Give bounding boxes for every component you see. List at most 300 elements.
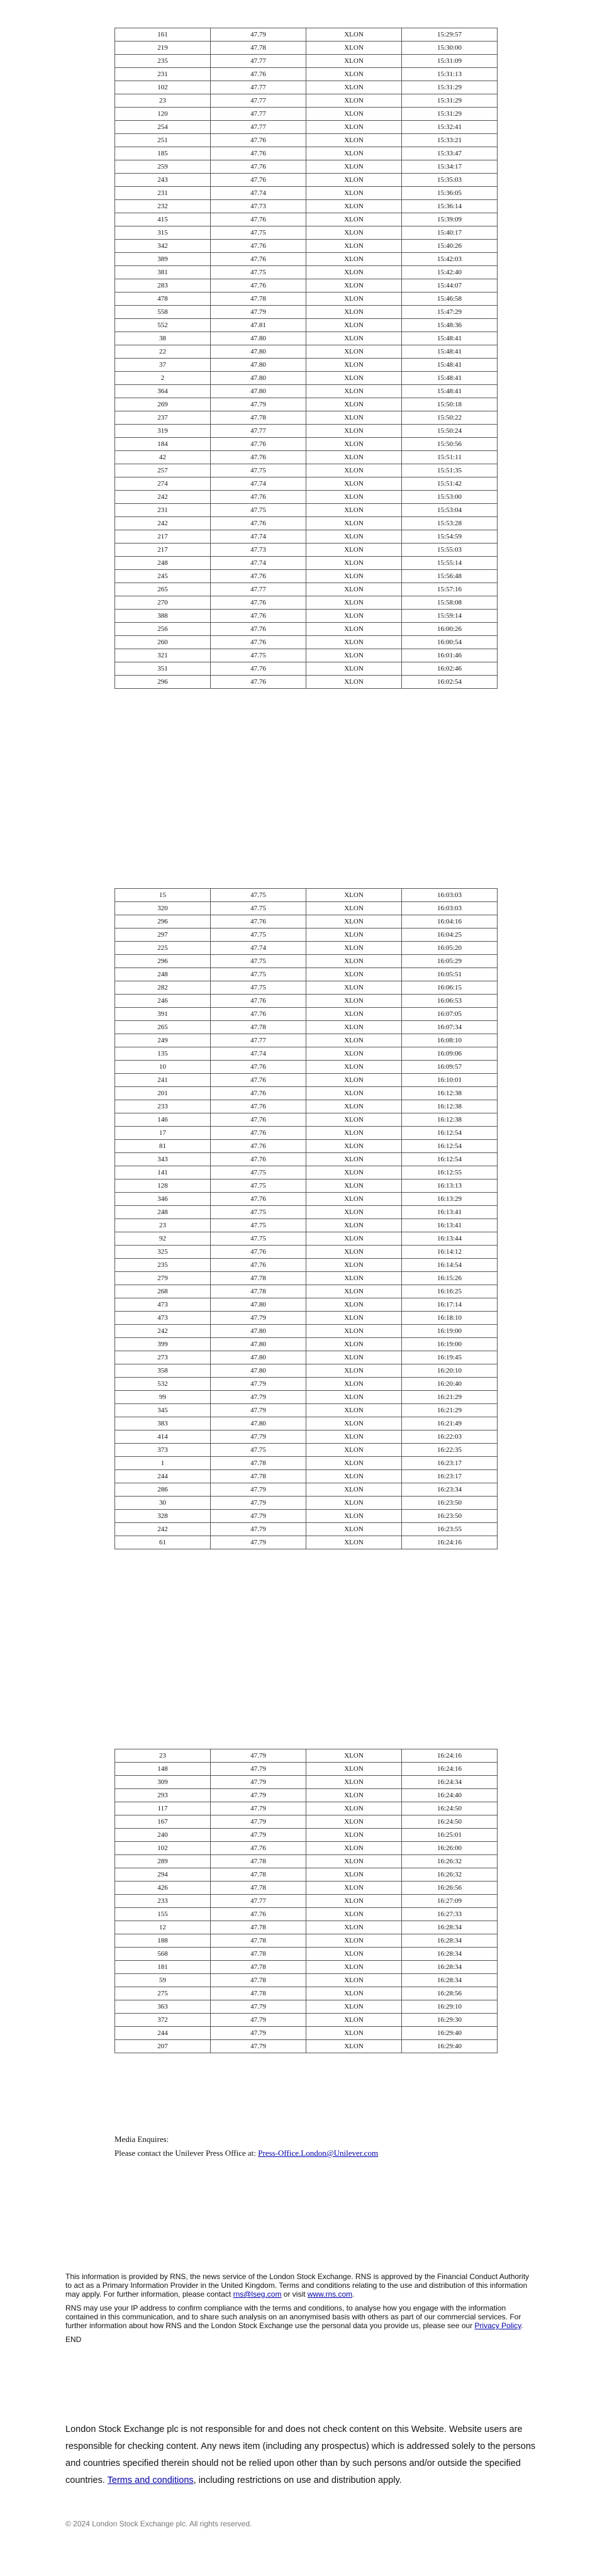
table-row [115,530,498,544]
time-cell: 16:24:16 [402,1749,498,1763]
time-cell: 16:13:29 [402,1193,498,1206]
time-cell: 16:05:29 [402,955,498,968]
time-cell: 15:57:16 [402,583,498,596]
venue-cell: XLON [306,1457,402,1470]
table-row [115,583,498,596]
table-row [115,174,498,187]
price-cell: 47.76 [211,134,306,147]
price-cell: 47.76 [211,1127,306,1140]
price-cell: 47.76 [211,213,306,226]
volume-cell: 207 [115,2040,211,2053]
venue-cell: XLON [306,1272,402,1285]
time-cell: 16:25:01 [402,1829,498,1842]
venue-cell: XLON [306,42,402,55]
volume-cell: 343 [115,1153,211,1166]
price-cell: 47.79 [211,1776,306,1789]
time-cell: 16:18:10 [402,1312,498,1325]
price-cell: 47.80 [211,359,306,372]
price-cell: 47.75 [211,1232,306,1246]
table-row [115,1272,498,1285]
table-row [115,1285,498,1298]
table-row [115,1934,498,1948]
price-cell: 47.76 [211,1113,306,1127]
price-cell: 47.79 [211,1829,306,1842]
venue-cell: XLON [306,94,402,108]
time-cell: 15:47:29 [402,306,498,319]
price-cell: 47.80 [211,1417,306,1430]
table-row [115,147,498,160]
price-cell: 47.79 [211,1404,306,1417]
media-contact [114,2146,378,2160]
rns-para-2-end: . [521,2321,523,2330]
volume-cell: 233 [115,1895,211,1908]
venue-cell: XLON [306,1776,402,1789]
price-cell: 47.79 [211,398,306,411]
time-cell: 16:23:55 [402,1523,498,1536]
venue-cell: XLON [306,160,402,174]
venue-cell: XLON [306,108,402,121]
table-row [115,1034,498,1047]
volume-cell: 283 [115,279,211,293]
volume-cell: 325 [115,1246,211,1259]
time-cell: 15:33:47 [402,147,498,160]
time-cell: 16:24:50 [402,1815,498,1829]
privacy-policy-link[interactable]: Privacy Policy [474,2321,521,2330]
venue-cell: XLON [306,213,402,226]
volume-cell: 185 [115,147,211,160]
venue-cell: XLON [306,1829,402,1842]
volume-cell: 30 [115,1497,211,1510]
time-cell: 16:09:06 [402,1047,498,1061]
venue-cell: XLON [306,1763,402,1776]
price-cell: 47.76 [211,1074,306,1087]
table-row [115,915,498,928]
price-cell: 47.79 [211,1497,306,1510]
volume-cell: 17 [115,1127,211,1140]
time-cell: 16:28:34 [402,1974,498,1987]
time-cell: 15:36:14 [402,200,498,213]
price-cell: 47.75 [211,902,306,915]
table-row [115,1987,498,2000]
press-office-email-link[interactable]: Press-Office.London@Unilever.com [258,2148,379,2158]
venue-cell: XLON [306,1417,402,1430]
time-cell: 16:24:40 [402,1789,498,1802]
price-cell: 47.79 [211,28,306,42]
price-cell: 47.79 [211,1391,306,1404]
table-row [115,253,498,266]
time-cell: 16:24:34 [402,1776,498,1789]
table-row [115,1895,498,1908]
volume-cell: 217 [115,530,211,544]
table-row [115,372,498,385]
venue-cell: XLON [306,293,402,306]
price-cell: 47.79 [211,1815,306,1829]
rns-para-2-text: RNS may use your IP address to confirm compliance with the terms and conditions, to analyse how you engage with the information contained in this communication, and to share such analysis on an anonymised basis with others as part of our commercial services. For further information about how RNS and the London Stock Exchange use the personal data you provide us, please see our [65,2304,521,2330]
price-cell: 47.79 [211,306,306,319]
venue-cell: XLON [306,319,402,332]
table-row [115,1974,498,1987]
volume-cell: 426 [115,1882,211,1895]
time-cell: 16:00:26 [402,623,498,636]
rns-website-link[interactable]: www.rns.com [307,2290,353,2299]
volume-cell: 155 [115,1908,211,1921]
volume-cell: 217 [115,544,211,557]
table-row [115,491,498,504]
venue-cell: XLON [306,1246,402,1259]
price-cell: 47.78 [211,411,306,425]
time-cell: 15:51:42 [402,477,498,491]
venue-cell: XLON [306,55,402,68]
time-cell: 16:12:38 [402,1113,498,1127]
volume-cell: 372 [115,2014,211,2027]
price-cell: 47.77 [211,121,306,134]
table-row [115,942,498,955]
time-cell: 15:34:17 [402,160,498,174]
time-cell: 16:26:32 [402,1868,498,1882]
disclaimer-text: London Stock Exchange plc is not responsible for and does not check content on this Website. Website users are responsible for checking content. Any news item (including any prospectus) which is addressed solely to the persons and countries specified therein should not be relied upon other than by such persons and/or outside the specified countries. [65,2424,536,2485]
price-cell: 47.80 [211,345,306,359]
venue-cell: XLON [306,332,402,345]
volume-cell: 381 [115,266,211,279]
time-cell: 16:26:00 [402,1842,498,1855]
time-cell: 15:51:35 [402,464,498,477]
table-row [115,306,498,319]
trades-table-3 [114,1749,498,2053]
venue-cell: XLON [306,2040,402,2053]
table-row [115,955,498,968]
volume-cell: 61 [115,1536,211,1549]
time-cell: 16:26:32 [402,1855,498,1868]
price-cell: 47.79 [211,1312,306,1325]
time-cell: 16:05:51 [402,968,498,981]
table-row [115,477,498,491]
venue-cell: XLON [306,1470,402,1483]
venue-cell: XLON [306,1855,402,1868]
venue-cell: XLON [306,1895,402,1908]
time-cell: 16:03:03 [402,902,498,915]
time-cell: 16:28:34 [402,1961,498,1974]
volume-cell: 235 [115,1259,211,1272]
price-cell: 47.76 [211,279,306,293]
table-row [115,1829,498,1842]
table-row [115,1298,498,1312]
table-row [115,517,498,530]
volume-cell: 248 [115,1206,211,1219]
venue-cell: XLON [306,385,402,398]
time-cell: 16:20:40 [402,1378,498,1391]
venue-cell: XLON [306,530,402,544]
table-row [115,557,498,570]
venue-cell: XLON [306,583,402,596]
time-cell: 15:48:36 [402,319,498,332]
rns-para-1 [65,2272,531,2299]
price-cell: 47.79 [211,1789,306,1802]
price-cell: 47.74 [211,942,306,955]
table-row [115,1776,498,1789]
venue-cell: XLON [306,1166,402,1179]
volume-cell: 558 [115,306,211,319]
table-row [115,1815,498,1829]
table-row [115,1855,498,1868]
terms-and-conditions-link[interactable]: Terms and conditions [107,2475,194,2485]
time-cell: 15:50:22 [402,411,498,425]
volume-cell: 351 [115,662,211,676]
volume-cell: 38 [115,332,211,345]
volume-cell: 373 [115,1444,211,1457]
table-row [115,1166,498,1179]
venue-cell: XLON [306,279,402,293]
venue-cell: XLON [306,623,402,636]
price-cell: 47.79 [211,1483,306,1497]
time-cell: 16:12:54 [402,1127,498,1140]
price-cell: 47.75 [211,928,306,942]
time-cell: 16:20:10 [402,1364,498,1378]
volume-cell: 146 [115,1113,211,1127]
volume-cell: 1 [115,1457,211,1470]
venue-cell: XLON [306,1749,402,1763]
price-cell: 47.78 [211,1934,306,1948]
volume-cell: 265 [115,1021,211,1034]
rns-para-1-text: This information is provided by RNS, the news service of the London Stock Exchange. RNS is approved by the Financial Conduct Authority to act as a Primary Information Provider in the United Kingdom. Terms and conditions relating to the use and distribution of this information may apply. For further information, please contact [65,2272,530,2299]
venue-cell: XLON [306,451,402,464]
volume-cell: 249 [115,1034,211,1047]
time-cell: 15:29:57 [402,28,498,42]
venue-cell: XLON [306,491,402,504]
price-cell: 47.77 [211,1034,306,1047]
table-row [115,94,498,108]
price-cell: 47.75 [211,649,306,662]
venue-cell: XLON [306,1285,402,1298]
volume-cell: 391 [115,1008,211,1021]
price-cell: 47.76 [211,662,306,676]
volume-cell: 296 [115,955,211,968]
venue-cell: XLON [306,359,402,372]
table-row [115,1312,498,1325]
time-cell: 15:46:58 [402,293,498,306]
price-cell: 47.78 [211,1987,306,2000]
time-cell: 15:31:09 [402,55,498,68]
time-cell: 15:48:41 [402,372,498,385]
table-row [115,1246,498,1259]
table-row [115,1140,498,1153]
venue-cell: XLON [306,610,402,623]
time-cell: 16:24:16 [402,1763,498,1776]
table-row [115,411,498,425]
price-cell: 47.76 [211,147,306,160]
price-cell: 47.79 [211,2027,306,2040]
time-cell: 16:12:54 [402,1153,498,1166]
volume-cell: 269 [115,398,211,411]
venue-cell: XLON [306,306,402,319]
price-cell: 47.76 [211,1153,306,1166]
venue-cell: XLON [306,1987,402,2000]
price-cell: 47.80 [211,385,306,398]
venue-cell: XLON [306,1802,402,1815]
price-cell: 47.76 [211,1908,306,1921]
volume-cell: 251 [115,134,211,147]
venue-cell: XLON [306,372,402,385]
venue-cell: XLON [306,2027,402,2040]
time-cell: 16:12:54 [402,1140,498,1153]
time-cell: 16:21:29 [402,1404,498,1417]
volume-cell: 294 [115,1868,211,1882]
price-cell: 47.77 [211,1895,306,1908]
price-cell: 47.76 [211,1100,306,1113]
table-row [115,2027,498,2040]
lse-disclaimer [65,2421,543,2489]
price-cell: 47.79 [211,1510,306,1523]
venue-cell: XLON [306,81,402,94]
table-row [115,425,498,438]
rns-email-link[interactable]: rns@lseg.com [233,2290,282,2299]
time-cell: 16:29:40 [402,2040,498,2053]
price-cell: 47.79 [211,1763,306,1776]
venue-cell: XLON [306,995,402,1008]
table-row [115,1232,498,1246]
time-cell: 16:13:41 [402,1206,498,1219]
time-cell: 16:19:00 [402,1325,498,1338]
price-cell: 47.78 [211,1021,306,1034]
table-row [115,438,498,451]
time-cell: 16:07:34 [402,1021,498,1034]
venue-cell: XLON [306,134,402,147]
volume-cell: 289 [115,1855,211,1868]
price-cell: 47.76 [211,610,306,623]
venue-cell: XLON [306,1153,402,1166]
time-cell: 15:48:41 [402,385,498,398]
venue-cell: XLON [306,1364,402,1378]
price-cell: 47.77 [211,94,306,108]
table-row [115,596,498,610]
time-cell: 16:12:38 [402,1100,498,1113]
venue-cell: XLON [306,398,402,411]
time-cell: 16:24:50 [402,1802,498,1815]
volume-cell: 92 [115,1232,211,1246]
table-row [115,279,498,293]
venue-cell: XLON [306,1483,402,1497]
volume-cell: 473 [115,1298,211,1312]
volume-cell: 42 [115,451,211,464]
venue-cell: XLON [306,1140,402,1153]
venue-cell: XLON [306,596,402,610]
time-cell: 15:56:48 [402,570,498,583]
table-row [115,266,498,279]
time-cell: 16:27:33 [402,1908,498,1921]
volume-cell: 244 [115,1470,211,1483]
volume-cell: 181 [115,1961,211,1974]
table-row [115,1404,498,1417]
volume-cell: 275 [115,1987,211,2000]
table-row [115,1430,498,1444]
volume-cell: 102 [115,1842,211,1855]
volume-cell: 10 [115,1061,211,1074]
table-row [115,968,498,981]
price-cell: 47.76 [211,240,306,253]
table-row [115,1193,498,1206]
venue-cell: XLON [306,1789,402,1802]
volume-cell: 12 [115,1921,211,1934]
volume-cell: 59 [115,1974,211,1987]
venue-cell: XLON [306,1378,402,1391]
volume-cell: 257 [115,464,211,477]
volume-cell: 270 [115,596,211,610]
volume-cell: 254 [115,121,211,134]
time-cell: 15:53:00 [402,491,498,504]
venue-cell: XLON [306,187,402,200]
time-cell: 16:14:12 [402,1246,498,1259]
price-cell: 47.75 [211,226,306,240]
table-row [115,213,498,226]
time-cell: 15:31:29 [402,108,498,121]
volume-cell: 319 [115,425,211,438]
table-row [115,544,498,557]
price-cell: 47.76 [211,1842,306,1855]
volume-cell: 219 [115,42,211,55]
price-cell: 47.76 [211,451,306,464]
volume-cell: 389 [115,253,211,266]
media-contact-text: Please contact the Unilever Press Office at: [114,2148,259,2158]
table-row [115,1206,498,1219]
venue-cell: XLON [306,1934,402,1948]
table-row [115,345,498,359]
venue-cell: XLON [306,942,402,955]
table-row [115,28,498,42]
table-row [115,451,498,464]
volume-cell: 241 [115,1074,211,1087]
time-cell: 15:48:41 [402,332,498,345]
table-row [115,1749,498,1763]
price-cell: 47.79 [211,2014,306,2027]
venue-cell: XLON [306,266,402,279]
table-row [115,981,498,995]
time-cell: 16:04:16 [402,915,498,928]
price-cell: 47.76 [211,1193,306,1206]
table-row [115,1153,498,1166]
venue-cell: XLON [306,544,402,557]
table-row [115,1882,498,1895]
volume-cell: 293 [115,1789,211,1802]
price-cell: 47.75 [211,968,306,981]
table-row [115,160,498,174]
price-cell: 47.76 [211,160,306,174]
time-cell: 15:54:59 [402,530,498,544]
venue-cell: XLON [306,68,402,81]
time-cell: 16:26:56 [402,1882,498,1895]
trades-table-1 [114,28,498,689]
time-cell: 16:21:29 [402,1391,498,1404]
time-cell: 16:10:01 [402,1074,498,1087]
table-row [115,68,498,81]
venue-cell: XLON [306,981,402,995]
time-cell: 15:55:14 [402,557,498,570]
price-cell: 47.78 [211,1882,306,1895]
venue-cell: XLON [306,1193,402,1206]
table-row [115,1338,498,1351]
table-row [115,1510,498,1523]
volume-cell: 99 [115,1391,211,1404]
volume-cell: 201 [115,1087,211,1100]
volume-cell: 342 [115,240,211,253]
venue-cell: XLON [306,425,402,438]
volume-cell: 260 [115,636,211,649]
volume-cell: 235 [115,55,211,68]
price-cell: 47.75 [211,1206,306,1219]
table-row [115,1457,498,1470]
venue-cell: XLON [306,1259,402,1272]
table-row [115,1470,498,1483]
time-cell: 15:53:28 [402,517,498,530]
price-cell: 47.76 [211,491,306,504]
